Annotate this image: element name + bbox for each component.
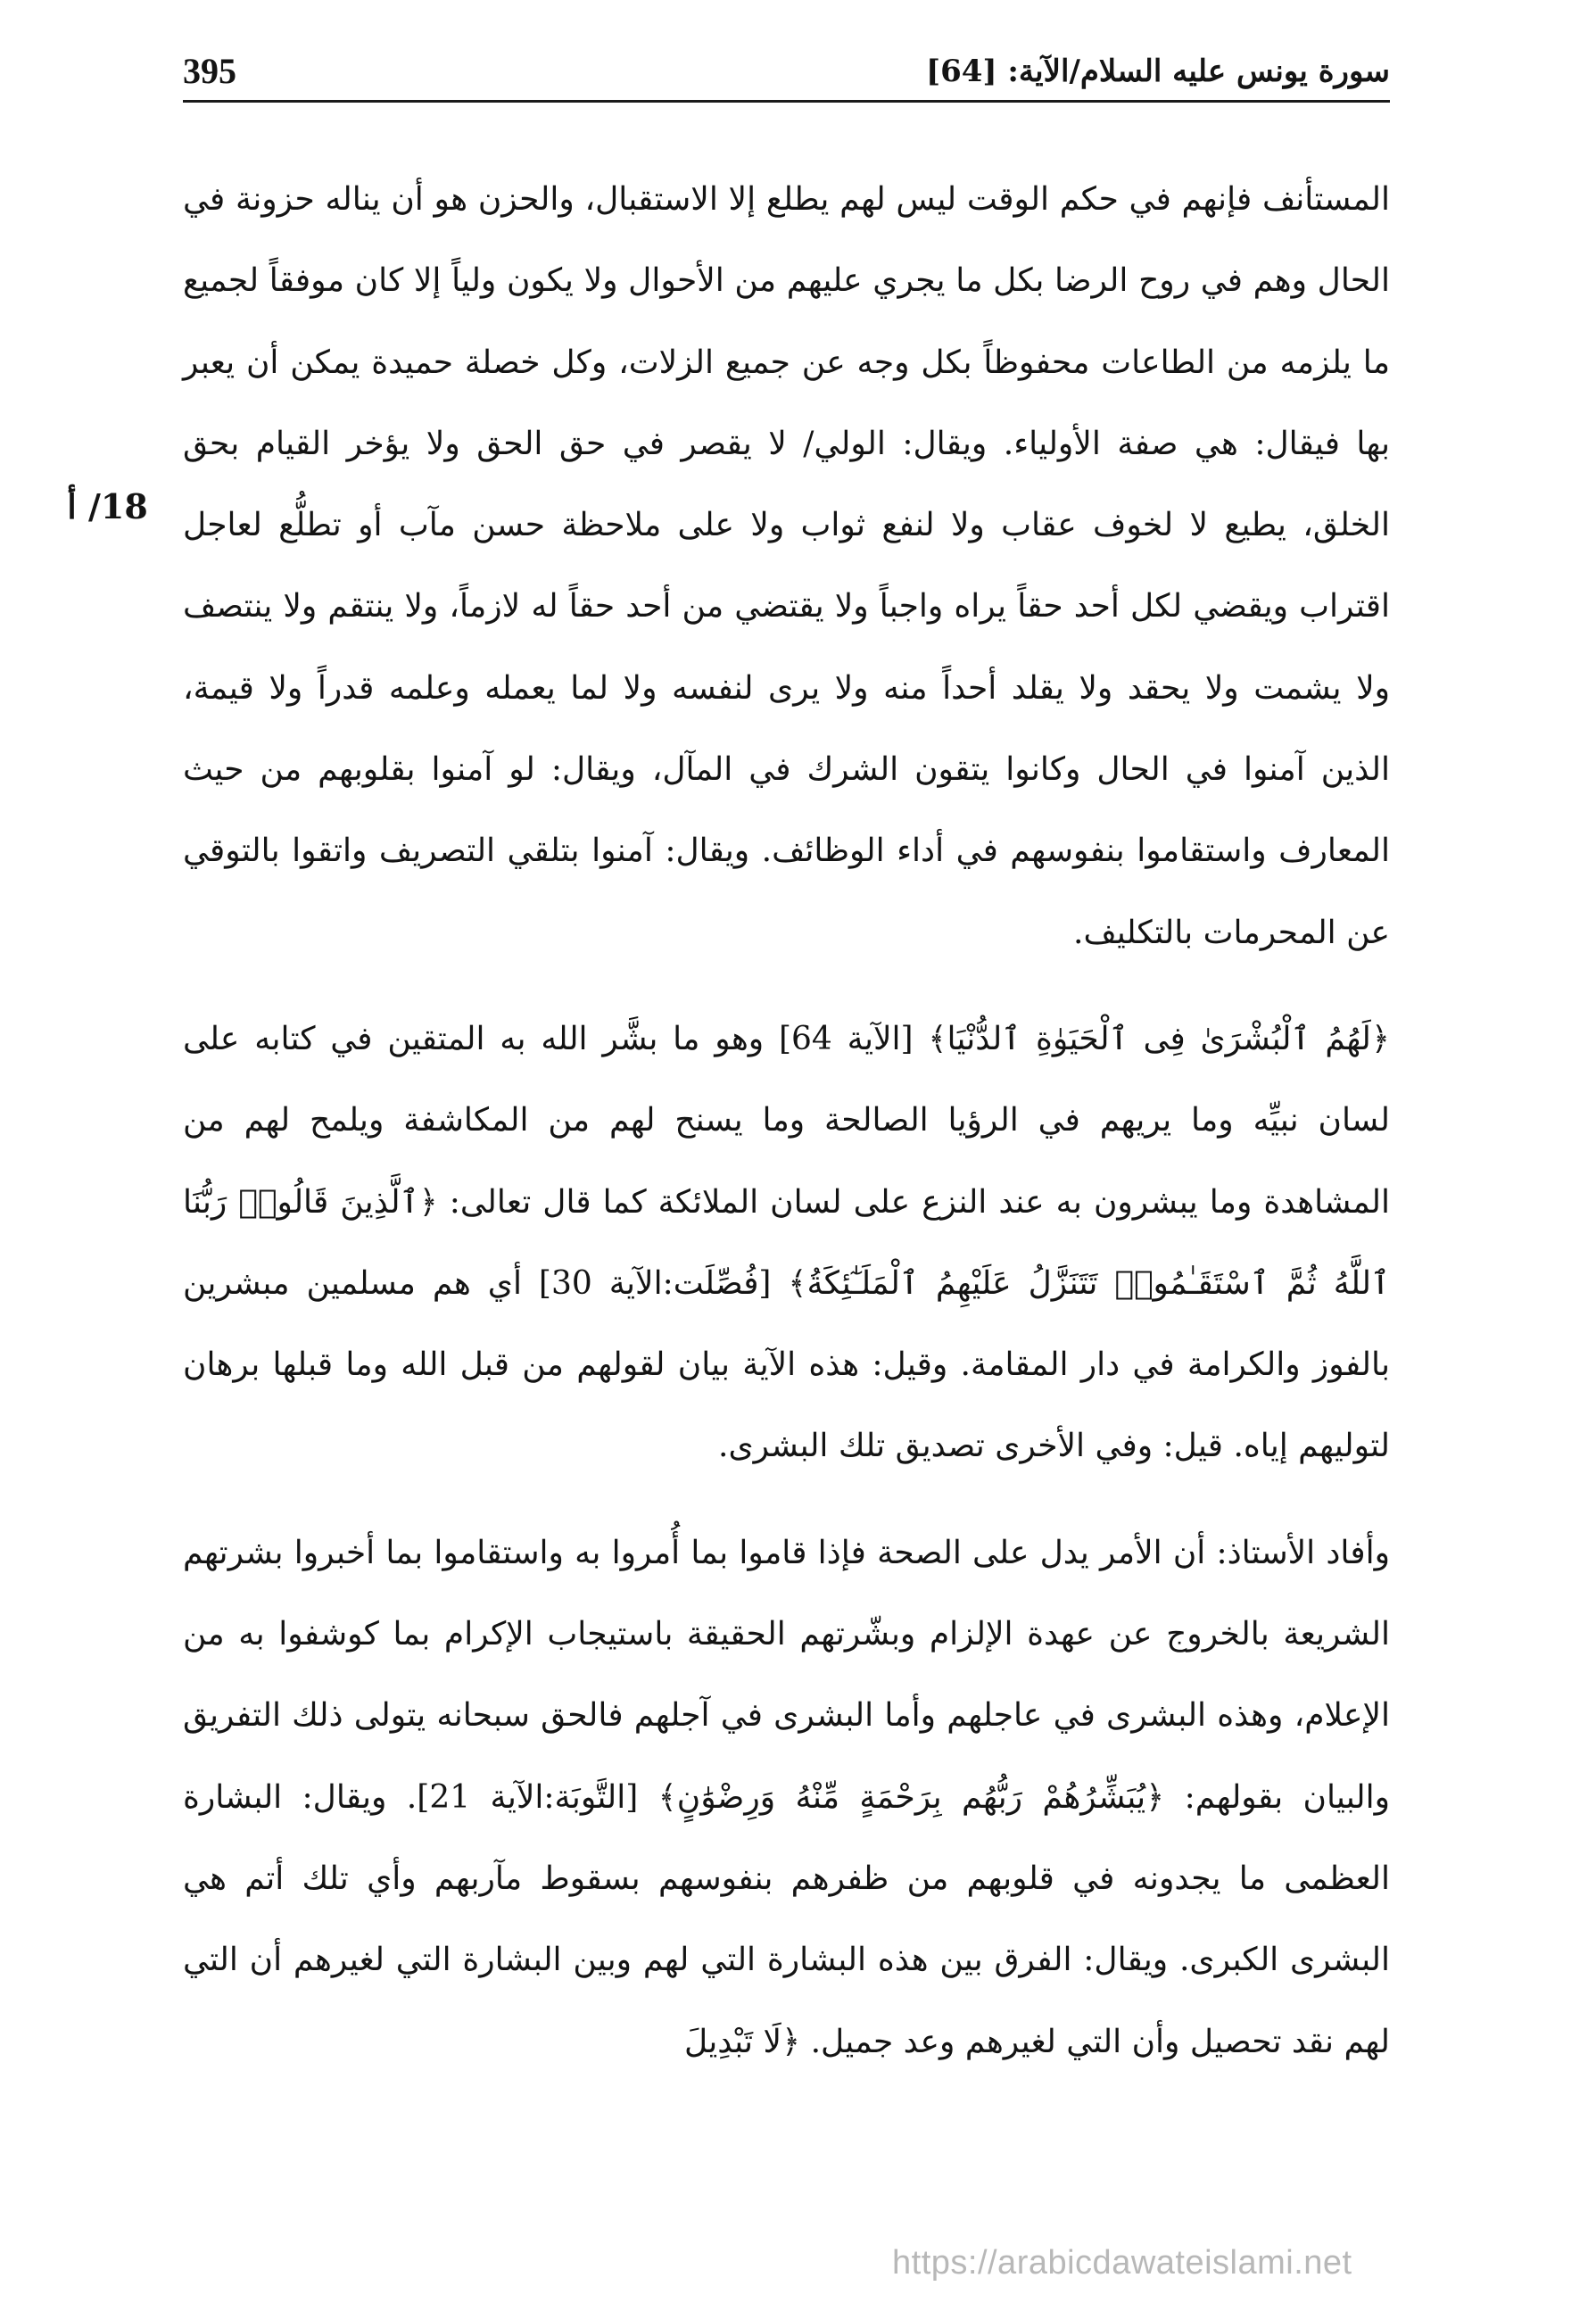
running-title: سورة يونس عليه السلام/الآية: [64] (926, 54, 1390, 89)
paragraph-1: المستأنف فإنهم في حكم الوقت ليس لهم يطلع إلا الاستقبال، والحزن هو أن يناله حزونة في الحال وهم في روح الرضا بكل ما يجري عليهم من الأحوال ولا يكون ولياً إلا كان موفقاً لجميع ما يلزمه من الطاعات محفوظاً بكل وجه عن جميع الزلات، وكل خصلة حميدة يمكن أن يعبر بها فيقال: هي صفة الأولياء. ويقال: الولي/ لا يقصر في حق الحق ولا يؤخر القيام بحق الخلق، يطيع لا لخوف عقاب ولا لنفع ثواب ولا على ملاحظة حسن مآب أو تطلُّع لعاجل اقتراب ويقضي لكل أحد حقاً يراه واجباً ولا يقتضي من أحد حقاً له لازماً، ولا ينتقم ولا ينتصف ولا يشمت ولا يحقد ولا يقلد أحداً منه ولا يرى لنفسه ولا لما يعمله وعلمه قدراً ولا قيمة، الذين آمنوا في الحال وكانوا يتقون الشرك في المآل، ويقال: لو آمنوا بقلوبهم من حيث المعارف واستقاموا بنفوسهم في أداء الوظائف. ويقال: آمنوا بتلقي التصريف واتقوا بالتوقي عن المحرمات بالتكليف. (183, 181, 1390, 951)
page-number: 395 (183, 51, 236, 91)
manuscript-folio-note: 18/ أ (67, 486, 148, 526)
watermark-url: https://arabicdawateislami.net (892, 2244, 1352, 2282)
paragraph-gap (183, 973, 1390, 998)
body-text (183, 159, 1390, 2083)
paragraph-3: وأفاد الأستاذ: أن الأمر يدل على الصحة فإذا قاموا بما أُمروا به واستقاموا بما أخبروا بشرتهم الشريعة بالخروج عن عهدة الإلزام وبشّرتهم الحقيقة باستيجاب الإكرام بما كوشفوا به من الإعلام، وهذه البشرى في عاجلهم وأما البشرى في آجلهم فالحق سبحانه يتولى ذلك التفريق والبيان بقولهم: ﴿يُبَشِّرُهُمْ رَبُّهُم بِرَحْمَةٍ مِّنْهُ وَرِضْوَٰنٍ﴾ [التَّوبَة:الآية 21]. ويقال: البشارة العظمى ما يجدونه في قلوبهم من ظفرهم بنفوسهم بسقوط مآربهم وأي تلك أتم هي البشرى الكبرى. ويقال: الفرق بين هذه البشارة التي لهم وبين البشارة التي لغيرهم أن التي لهم نقد تحصيل وأن التي لغيرهم وعد جميل. ﴿لَا تَبْدِيلَ (183, 1534, 1390, 2060)
paragraph-2: ﴿لَهُمُ ٱلْبُشْرَىٰ فِى ٱلْحَيَوٰةِ ٱلدُّنْيَا﴾ [الآية 64] وهو ما بشَّر الله به المتقين في كتابه على لسان نبيِّه وما يريهم في الرؤيا الصالحة وما يسنح لهم من المكاشفة ويلمح لهم من المشاهدة وما يبشرون به عند النزع على لسان الملائكة كما قال تعالى: ﴿ٱلَّذِينَ قَالُوا۟ رَبُّنَا ٱللَّهُ ثُمَّ ٱسْتَقَـٰمُوا۟ تَتَنَزَّلُ عَلَيْهِمُ ٱلْمَلَـٰٓئِكَةُ﴾ [فُصِّلَت:الآية 30] أي هم مسلمين مبشرين بالفوز والكرامة في دار المقامة. وقيل: هذه الآية بيان لقولهم من قبل الله وما قبلها برهان لتوليهم إياه. قيل: وفي الأخرى تصديق تلك البشرى. (183, 1020, 1391, 1465)
page-header (183, 46, 1390, 103)
paragraph-gap (183, 1487, 1390, 1512)
